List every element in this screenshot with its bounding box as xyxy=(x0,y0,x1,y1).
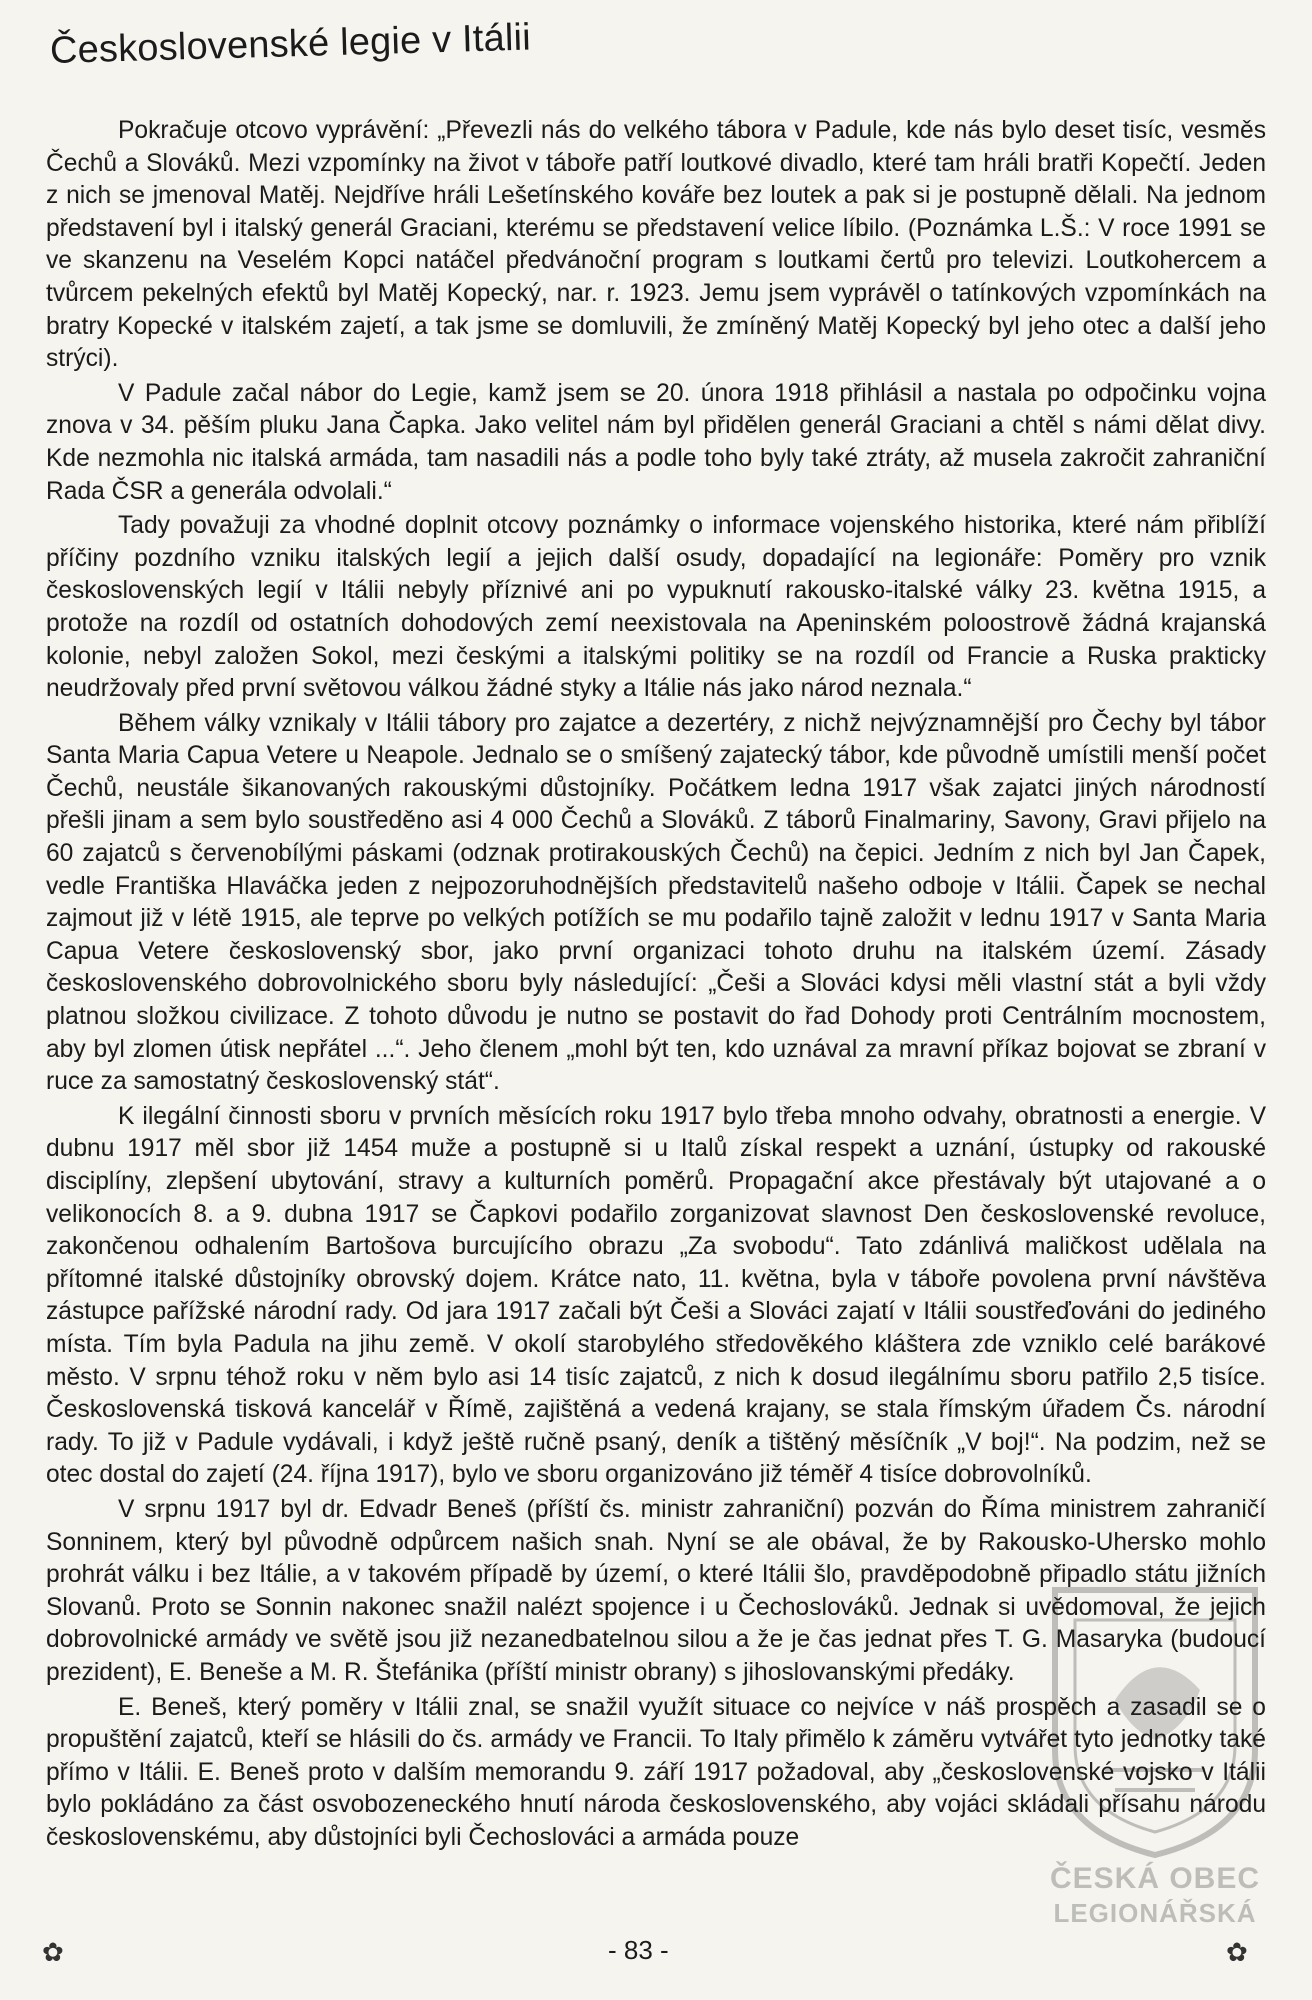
flower-ornament-icon: ✿ xyxy=(42,1937,64,1967)
page-title: Československé legie v Itálii xyxy=(49,16,532,72)
paragraph: E. Beneš, který poměry v Itálii znal, se snažil využít situace co nejvíce v náš prospěch a zasadil se o propuštění zajatců, kteří se hlásili do čs. armády ve Francii. To Italy přimělo k záměru vytvářet tyto jednotky také přímo v Itálii. E. Beneš proto v dalším memorandu 9. září 1917 požadoval, aby „československé vojsko v Itálii bylo pokládáno za část osvobozeneckého hnutí národa československého, aby vojáci skládali přísahu národu československému, aby důstojníci byli Čechoslováci a armáda pouze xyxy=(46,1693,1266,1851)
page-number: - 83 - xyxy=(608,1935,669,1965)
paragraph: Během války vznikaly v Itálii tábory pro zajatce a dezertéry, z nichž nejvýznamnější pro Čechy byl tábor Santa Maria Capua Vetere u Neapole. Jednalo se o smíšený zajatecký tábor, kde původně umístili menší počet Čechů, neustále šikanovaných rakouskými důstojníky. Počátkem ledna 1917 však zajatci jiných národností přešli jinam a sem bylo soustředěno asi 4 000 Čechů a Slováků. Z táborů Finalmariny, Savony, Gravi přijelo na 60 zajatců s červenobílými páskami (odznak protirakouských Čechů) na čepici. Jedním z nich byl Jan Čapek, vedle Františka Hlaváčka jeden z nejpozoruhodnějších představitelů našeho odboje v Itálii. Čapek se nechal zajmout již v létě 1915, ale teprve po velkých potížích se mu podařilo tajně založit v lednu 1917 v Santa Maria Capua Vetere československý sbor, jako první organizaci tohoto druhu na italském území. Zásady československého dobrovolnického sboru byly následující: „Češi a Slováci kdysi měli vlastní stát a byli vždy platnou složkou civilizace. Z tohoto důvodu je nutno se postavit do řad Dohody proti Centrálním mocnostem, aby byl zlomen útisk nepřátel ...“. Jeho členem „mohl být ten, kdo uznával za mravní příkaz bojovat se zbraní v ruce za samostatný československý stát“. xyxy=(46,709,1266,1096)
flower-ornament-icon: ✿ xyxy=(1226,1937,1248,1967)
paragraph: V Padule začal nábor do Legie, kamž jsem se 20. února 1918 přihlásil a nastala po odpočinku vojna znova v 34. pěším pluku Jana Čapka. Jako velitel nám byl přidělen generál Graciani a chtěl s námi dělat divy. Kde nezmohla nic italská armáda, tam nasadili nás a podle toho byly také ztráty, až musela zakročit zahraniční Rada ČSR a generála odvolali.“ xyxy=(46,379,1266,505)
paragraph: V srpnu 1917 byl dr. Edvadr Beneš (příští čs. ministr zahraniční) pozván do Říma ministrem zahraničí Sonninem, který byl původně odpůrcem našich snah. Nyní se ale obával, že by Rakousko-Uhersko mohlo prohrát válku i bez Itálie, a v takovém případě by území, o které Itálii šlo, pravděpodobně připadlo státu jižních Slovanů. Proto se Sonnin nakonec snažil nalézt spojence i u Čechoslováků. Jednak si uvědomoval, že jejich dobrovolnické armády ve světě jsou již nezanedbatelnou silou a že je čas jednat přes T. G. Masaryka (budoucí prezident), E. Beneše a M. R. Štefánika (příští ministr obrany) s jihoslovanskými předáky. xyxy=(46,1495,1266,1686)
page-footer xyxy=(0,1935,1312,1975)
watermark-top-text: ČESKÁ OBEC xyxy=(1049,1862,1261,1895)
paragraph: Tady považuji za vhodné doplnit otcovy poznámky o informace vojenského historika, které nám přiblíží příčiny pozdního vzniku italských legií a jejich další osudy, dopadající na legionáře: Poměry pro vznik československých legií v Itálii nebyly příznivé ani po vypuknutí rakousko-italské války 23. května 1915, a protože na rozdíl od ostatních dohodových zemí neexistovala na Apeninském poloostrově žádná krajanská kolonie, nebyl založen Sokol, mezi českými a italskými politiky se na rozdíl od Francie a Ruska prakticky neudržovaly před první světovou válkou žádné styky a Itálie nás jako národ neznala.“ xyxy=(46,512,1266,703)
legion-stamp-watermark xyxy=(1035,1580,1275,1960)
legion-emblem-icon xyxy=(1035,1580,1275,1860)
paragraph: Pokračuje otcovo vyprávění: „Převezli nás do velkého tábora v Padule, kde nás bylo deset tisíc, vesměs Čechů a Slováků. Mezi vzpomínky na život v táboře patří loutkové divadlo, které tam hráli bratři Kopečtí. Jeden z nich se jmenoval Matěj. Nejdříve hráli Lešetínského kováře bez loutek a pak si je postupně dělali. Na jednom představení byl i italský generál Graciani, kterému se představení velice líbilo. (Poznámka L.Š.: V roce 1991 se ve skanzenu na Veselém Kopci natáčel předvánoční program s loutkami čertů pro televizi. Loutkohercem a tvůrcem pekelných efektů byl Matěj Kopecký, nar. r. 1923. Jemu jsem vyprávěl o tatínkových vzpomínkách na bratry Kopecké v italském zajetí, a tak jsme se domluvili, že zmíněný Matěj Kopecký byl jeho otec a další jeho strýci). xyxy=(46,117,1266,373)
watermark-bottom-text: LEGIONÁŘSKÁ xyxy=(1053,1898,1257,1928)
paragraph: K ilegální činnosti sboru v prvních měsících roku 1917 bylo třeba mnoho odvahy, obratnosti a energie. V dubnu 1917 měl sbor již 1454 muže a postupně si u Italů získal respekt a uznání, ústupky od rakouské disciplíny, zlepšení ubytování, stravy a kulturních poměrů. Propagační akce přestávaly být utajované a o velikonocích 8. a 9. dubna 1917 se Čapkovi podařilo zorganizovat slavnost Den československé revoluce, zakončenou odhalením Bartošova burcujícího obrazu „Za svobodu“. Tato zdánlivá maličkost udělala na přítomné italské důstojníky obrovský dojem. Krátce nato, 11. května, byla v táboře povolena první návštěva zástupce pařížské národní rady. Od jara 1917 začali být Češi a Slováci zajatí v Itálii soustřeďováni do jediného místa. Tím byla Padula na jihu země. V okolí starobylého středověkého kláštera zde vzniklo celé barákové město. V srpnu téhož roku v něm bylo asi 14 tisíc zajatců, z nich k dosud ilegálnímu sboru patřilo 2,5 tisíce. Československá tisková kancelář v Římě, zajištěná a vedená krajany, se stala římským úřadem Čs. národní rady. To již v Padule vydávali, i když ještě ručně psaný, deník a tištěný měsíčník „V boj!“. Na podzim, než se otec dostal do zajetí (24. října 1917), bylo ve sboru organizováno již téměř 4 tisíce dobrovolníků. xyxy=(46,1102,1266,1489)
